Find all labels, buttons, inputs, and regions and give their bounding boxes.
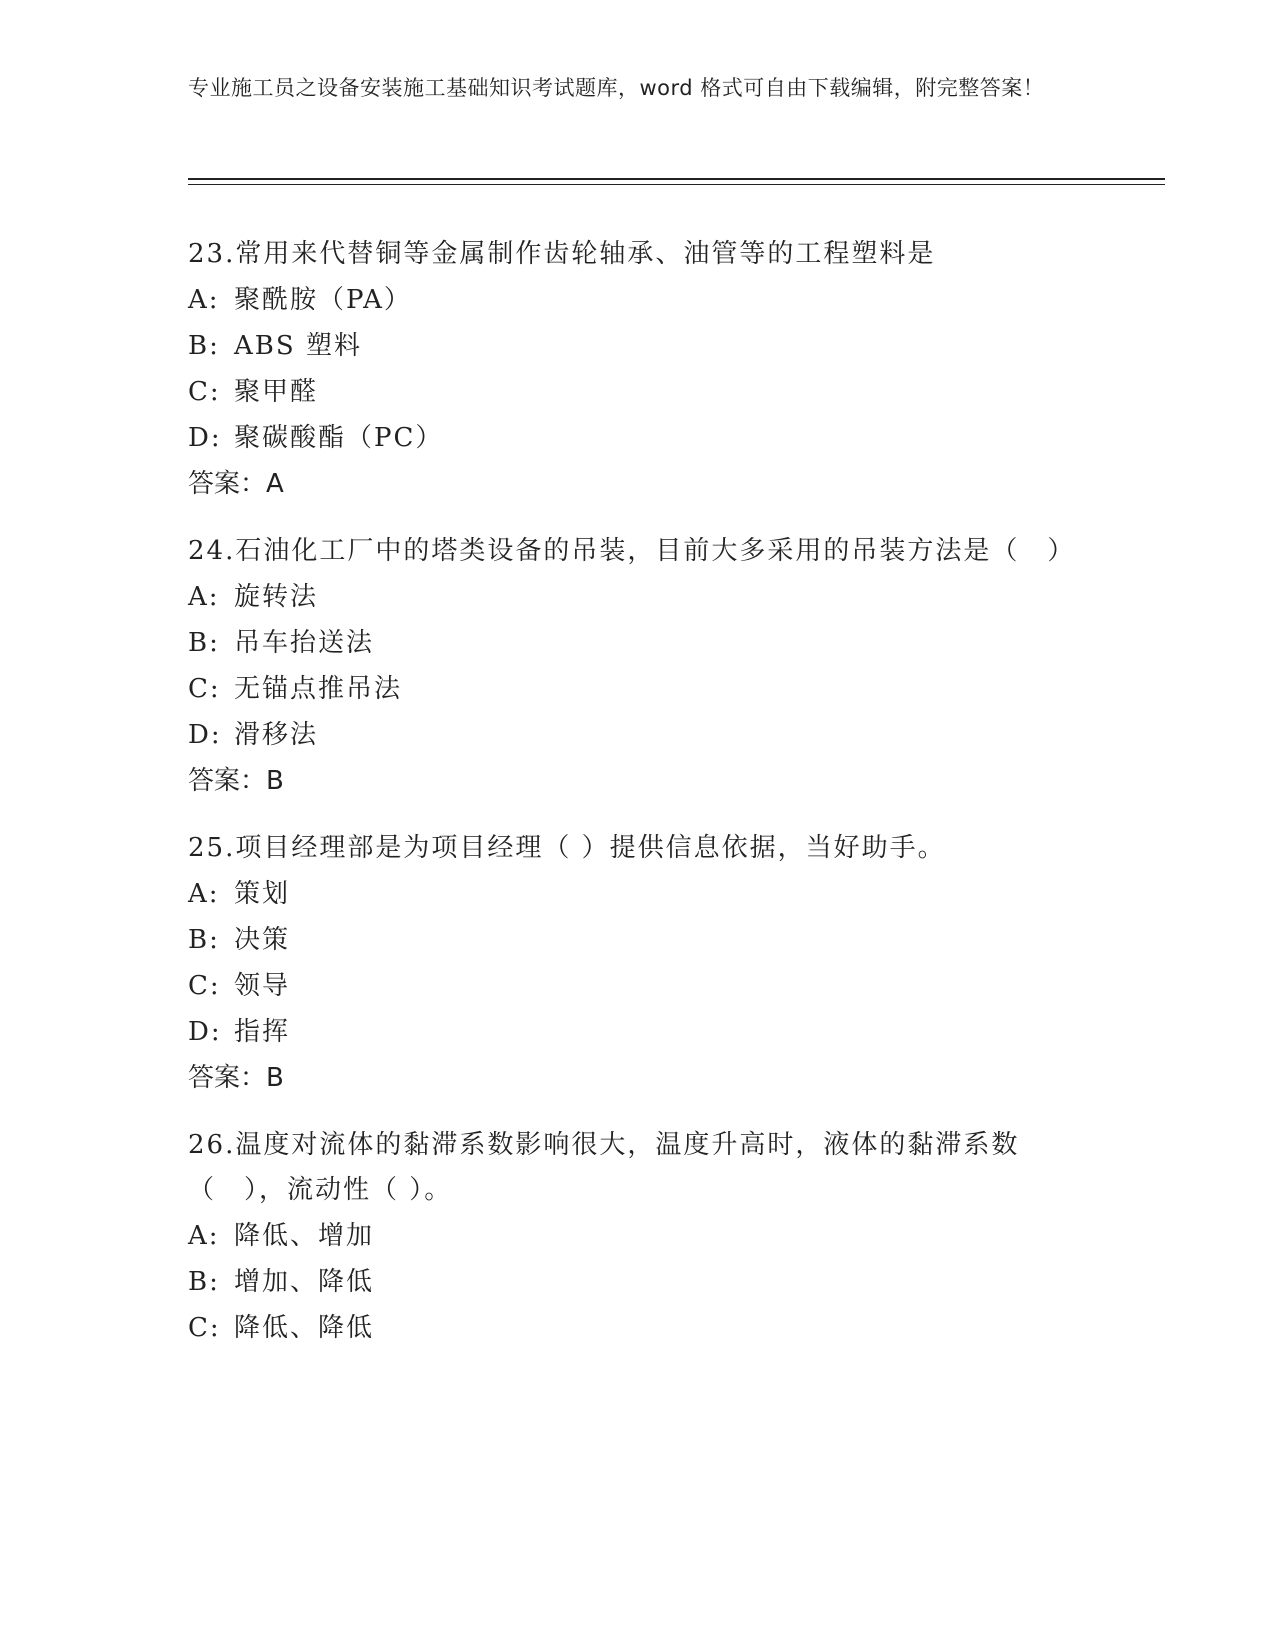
option-text: 聚酰胺（PA） [234, 285, 412, 315]
question-text: 26.温度对流体的黏滞系数影响很大，温度升高时，液体的黏滞系数（ ），流动性（ ）。 [188, 1130, 1020, 1205]
option-text: 策划 [234, 879, 291, 909]
option-letter: C: [188, 377, 221, 407]
question-23 [188, 232, 1088, 507]
option-d [188, 1009, 1088, 1055]
option-letter: B: [188, 628, 220, 658]
header-divider-thick [188, 178, 1165, 180]
option-b [188, 323, 1088, 369]
option-letter: B: [188, 1267, 220, 1297]
option-text: ABS 塑料 [234, 331, 362, 361]
option-letter: D: [188, 423, 222, 453]
option-letter: C: [188, 971, 221, 1001]
option-text: 聚碳酸酯（PC） [234, 423, 444, 453]
option-letter: D: [188, 720, 222, 750]
option-a [188, 277, 1088, 323]
option-a [188, 1213, 1088, 1259]
option-text: 降低、降低 [234, 1313, 375, 1343]
option-c [188, 666, 1088, 712]
option-letter: B: [188, 925, 220, 955]
option-text: 无锚点推吊法 [234, 674, 403, 704]
option-text: 滑移法 [234, 720, 319, 750]
option-letter: A: [188, 285, 220, 315]
question-list [188, 232, 1088, 1373]
option-letter: A: [188, 879, 220, 909]
option-letter: D: [188, 1017, 222, 1047]
header-divider-thin [188, 184, 1165, 185]
option-a [188, 871, 1088, 917]
question-26 [188, 1123, 1088, 1351]
answer-label: 答案：B [188, 1063, 284, 1093]
option-c [188, 369, 1088, 415]
option-text: 决策 [234, 925, 291, 955]
option-text: 吊车抬送法 [234, 628, 375, 658]
option-text: 指挥 [234, 1017, 291, 1047]
option-a [188, 574, 1088, 620]
option-d [188, 712, 1088, 758]
question-24 [188, 529, 1088, 804]
option-c [188, 963, 1088, 1009]
option-letter: C: [188, 674, 221, 704]
option-b [188, 620, 1088, 666]
question-text: 23.常用来代替铜等金属制作齿轮轴承、油管等的工程塑料是 [188, 239, 936, 269]
option-text: 旋转法 [234, 582, 319, 612]
option-letter: C: [188, 1313, 221, 1343]
option-text: 领导 [234, 971, 291, 1001]
option-text: 增加、降低 [234, 1267, 375, 1297]
question-25 [188, 826, 1088, 1101]
option-c [188, 1305, 1088, 1351]
document-header: 专业施工员之设备安装施工基础知识考试题库，word 格式可自由下载编辑，附完整答案！ [188, 76, 1045, 100]
answer-label: 答案：B [188, 766, 284, 796]
option-text: 聚甲醛 [234, 377, 319, 407]
option-letter: A: [188, 1221, 220, 1251]
option-letter: B: [188, 331, 220, 361]
option-letter: A: [188, 582, 220, 612]
answer-label: 答案：A [188, 469, 284, 499]
question-text: 24.石油化工厂中的塔类设备的吊装，目前大多采用的吊装方法是（ ） [188, 536, 1076, 566]
option-b [188, 1259, 1088, 1305]
option-b [188, 917, 1088, 963]
option-text: 降低、增加 [234, 1221, 375, 1251]
question-text: 25.项目经理部是为项目经理（ ）提供信息依据，当好助手。 [188, 833, 946, 863]
option-d [188, 415, 1088, 461]
